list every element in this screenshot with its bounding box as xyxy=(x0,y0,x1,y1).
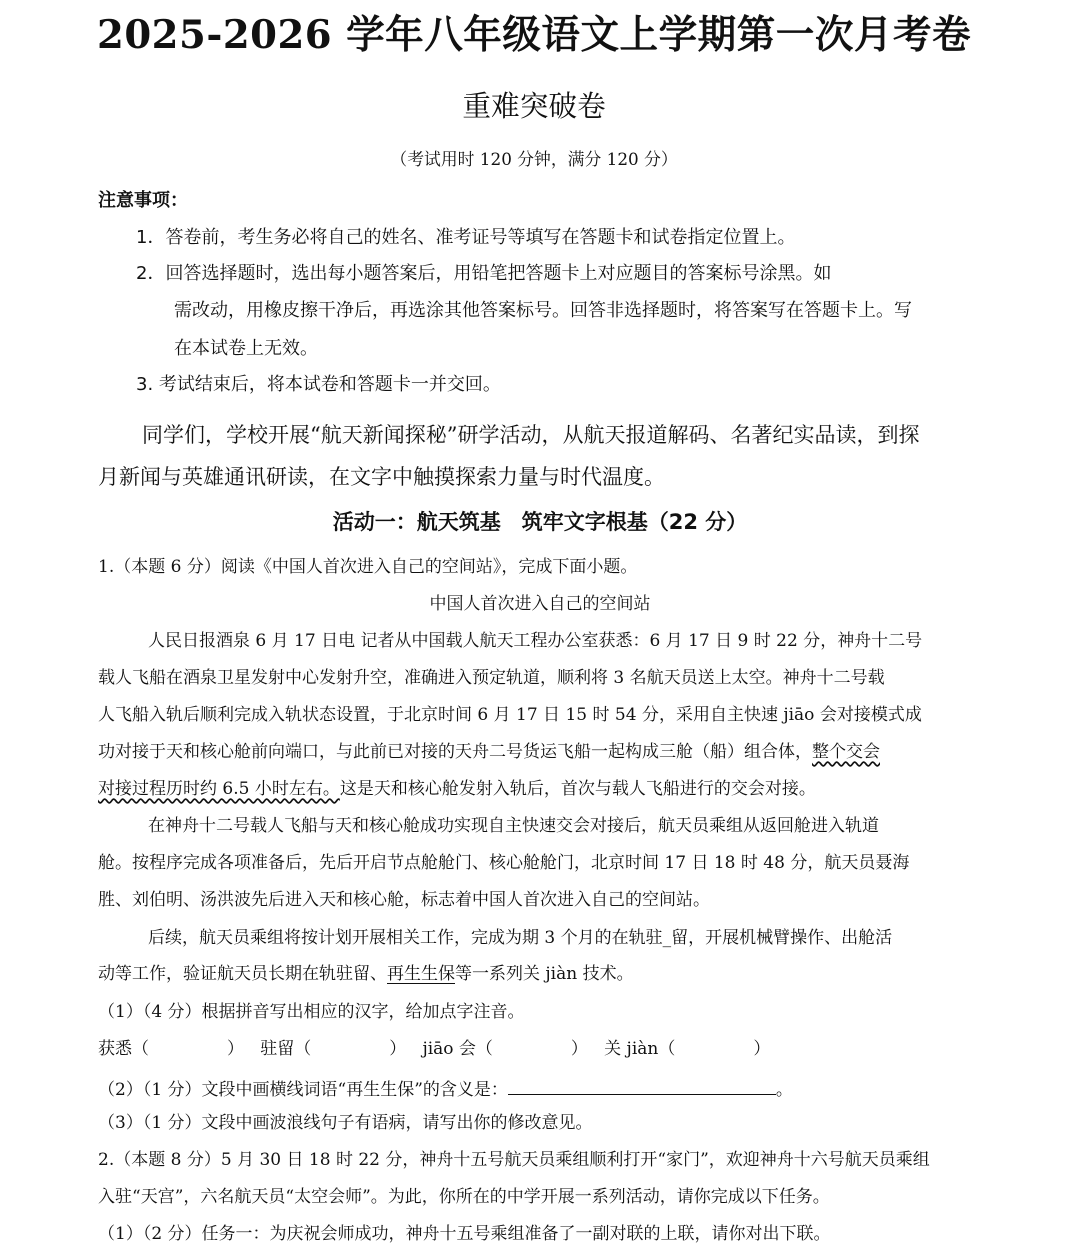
blank-c-close: ） xyxy=(570,1039,588,1059)
article-title: 中国人首次进入自己的空间站 xyxy=(429,594,651,614)
notes-line-5: 3. 考试结束后，将本试卷和答题卡一并交回。 xyxy=(136,374,501,395)
article-p1-line-4 xyxy=(98,744,880,761)
article-p1-line-3: 人飞船入轨后顺利完成入轨状态设置，于北京时间 6 月 17 日 15 时 54 分，采用自主快速 jiāo 会对接模式成 xyxy=(98,705,922,725)
blank-c-label: jiāo 会（ xyxy=(422,1039,493,1059)
article-p2-line-2: 舱。按程序完成各项准备后，先后开启节点舱舱门、核心舱舱门，北京时间 17 日 18 时 48 分，航天员聂海 xyxy=(98,853,910,873)
article-p3-line-2 xyxy=(98,966,634,983)
article-p1-line-4-text: 功对接于天和核心舱前向端口，与此前已对接的天舟二号货运飞船一起构成三舱（船）组合体， xyxy=(98,742,812,762)
notes-line-4: 在本试卷上无效。 xyxy=(174,338,318,359)
notes-line-3: 需改动，用橡皮擦干净后，再选涂其他答案标号。回答非选择题时，将答案写在答题卡上。写 xyxy=(174,300,912,321)
pinyin-blanks-row xyxy=(98,1041,770,1058)
question-1-stem: 1.（本题 6 分）阅读《中国人首次进入自己的空间站》，完成下面小题。 xyxy=(98,557,638,577)
article-p3-line-2-text-b: 等一系列关 jiàn 技术。 xyxy=(455,964,634,984)
question-2-stem-line-2: 入驻“天宫”，六名航天员“太空会师”。为此，你所在的中学开展一系列活动，请你完成以下任务。 xyxy=(98,1187,830,1207)
blank-b-close: ） xyxy=(389,1039,407,1059)
question-2-stem-line-1: 2.（本题 8 分）5 月 30 日 18 时 22 分，神舟十五号航天员乘组顺利打开“家门”，欢迎神舟十六号航天员乘组 xyxy=(98,1150,930,1170)
blank-b-label: 驻留（ xyxy=(260,1039,312,1059)
answer-blank-line[interactable] xyxy=(508,1078,776,1095)
question-1-sub-3: （3）（1 分）文段中画波浪线句子有语病，请写出你的修改意见。 xyxy=(98,1113,593,1133)
article-p1-line-5 xyxy=(98,781,816,798)
notes-line-2: 2．回答选择题时，选出每小题答案后，用铅笔把答题卡上对应题目的答案标号涂黑。如 xyxy=(136,263,832,284)
intro-line-2: 月新闻与英雄通讯研读，在文字中触摸探索力量与时代温度。 xyxy=(98,465,665,489)
question-1-sub-2 xyxy=(98,1078,793,1099)
exam-title: 2025-2026 学年八年级语文上学期第一次月考卷 xyxy=(96,12,972,58)
wavy-underlined-sentence-end: 对接过程历时约 6.5 小时左右。 xyxy=(98,779,340,799)
intro-line-1: 同学们，学校开展“航天新闻探秘”研学活动，从航天报道解码、名著纪实品读，到探 xyxy=(142,423,920,447)
exam-info: （考试用时 120 分钟，满分 120 分） xyxy=(390,150,678,170)
question-1-sub-2-text: （2）（1 分）文段中画横线词语“再生生保”的含义是： xyxy=(98,1080,508,1100)
underlined-term: 再生生保 xyxy=(387,964,455,984)
blank-d-close: ） xyxy=(753,1039,771,1059)
article-p3-line-1: 后续，航天员乘组将按计划开展相关工作，完成为期 3 个月的在轨驻_留，开展机械臂操作、出舱活 xyxy=(148,928,893,948)
blank-a-close: ） xyxy=(227,1039,244,1059)
notes-line-1: 1．答卷前，考生务必将自己的姓名、准考证号等填写在答题卡和试卷指定位置上。 xyxy=(136,227,796,248)
activity-1-heading: 活动一：航天筑基 筑牢文字根基（22 分） xyxy=(332,510,748,534)
wavy-underlined-sentence-start: 整个交会 xyxy=(812,742,880,762)
article-p3-line-2-text-a: 动等工作，验证航天员长期在轨驻留、 xyxy=(98,964,387,984)
article-p1-line-1: 人民日报酒泉 6 月 17 日电 记者从中国载人航天工程办公室获悉：6 月 17 日 9 时 22 分，神舟十二号 xyxy=(148,631,923,651)
question-2-sub-1: （1）（2 分）任务一：为庆祝会师成功，神舟十五号乘组准备了一副对联的上联，请你对出下联。 xyxy=(98,1224,831,1244)
article-p2-line-3: 胜、刘伯明、汤洪波先后进入天和核心舱，标志着中国人首次进入自己的空间站。 xyxy=(98,890,710,910)
article-p1-line-5-text: 这是天和核心舱发射入轨后，首次与载人飞船进行的交会对接。 xyxy=(339,779,816,799)
blank-d-label: 关 jiàn（ xyxy=(604,1039,676,1059)
article-p1-line-2: 载人飞船在酒泉卫星发射中心发射升空，准确进入预定轨道，顺利将 3 名航天员送上太空。神舟十二号载 xyxy=(98,668,885,688)
exam-subtitle: 重难突破卷 xyxy=(462,89,606,123)
blank-a-label: 获悉（ xyxy=(98,1039,149,1059)
article-p2-line-1: 在神舟十二号载人飞船与天和核心舱成功实现自主快速交会对接后，航天员乘组从返回舱进入轨道 xyxy=(148,816,879,836)
notes-heading: 注意事项： xyxy=(98,190,188,211)
question-1-sub-2-end: 。 xyxy=(775,1080,793,1100)
question-1-sub-1: （1）（4 分）根据拼音写出相应的汉字，给加点字注音。 xyxy=(98,1002,525,1022)
